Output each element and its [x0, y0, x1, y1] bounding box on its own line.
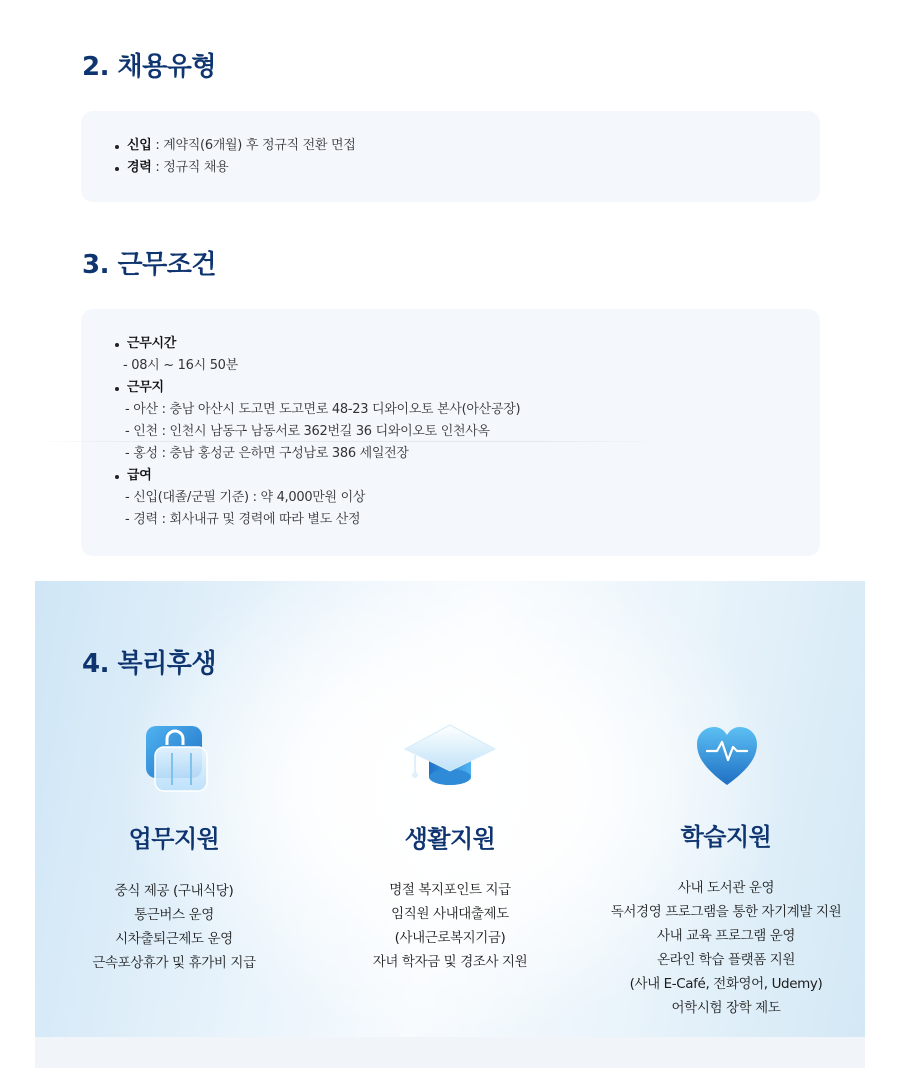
section-title-conditions: 3. 근무조건: [82, 250, 216, 280]
list-item: 중식 제공 (구내식당): [114, 883, 234, 899]
benefit-title-life: 생활지원: [404, 825, 496, 853]
list-item: - 신입(대졸/군필 기준) : 약 4,000만원 이상: [125, 490, 366, 505]
benefits-section: [35, 581, 865, 1037]
list-item: 독서경영 프로그램을 통한 자기계발 지원: [610, 904, 842, 920]
benefit-list-work: [39, 879, 309, 975]
list-item: 어학시험 장학 제도: [671, 1000, 781, 1016]
list-item: - 08시 ~ 16시 50분: [123, 358, 238, 373]
list-item: 명절 복지포인트 지급: [389, 882, 511, 898]
briefcase-icon: [141, 723, 209, 799]
list-item: [81, 377, 820, 399]
benefit-list-learning: [591, 876, 861, 1020]
benefit-title-work: 업무지원: [128, 825, 220, 853]
faint-divider: [35, 441, 665, 442]
conditions-card: [81, 309, 820, 556]
benefit-title-learning: 학습지원: [680, 823, 772, 851]
item-text: : 계약직(6개월) 후 정규직 전환 면접: [151, 138, 356, 153]
list-item: [81, 465, 820, 487]
graduation-cap-icon: [403, 723, 497, 797]
conditions-list: [81, 333, 820, 531]
list-item: [81, 157, 820, 179]
heart-pulse-icon: [695, 725, 759, 791]
list-item: - 경력 : 회사내규 및 경력에 따라 별도 산정: [125, 512, 361, 527]
list-item: - 인천 : 인천시 남동구 남동서로 362번길 36 디와이오토 인천사옥: [125, 424, 490, 439]
list-item: [81, 135, 820, 157]
item-label: 신입: [127, 138, 152, 153]
list-item: 시차출퇴근제도 운영: [115, 931, 233, 947]
list-item: 사내 교육 프로그램 운영: [656, 928, 796, 944]
list-item: - 아산 : 충남 아산시 도고면 도고면로 48-23 디와이오토 본사(아산공장): [125, 402, 521, 417]
item-label: 경력: [127, 160, 152, 175]
list-item: 근속포상휴가 및 휴가비 지급: [92, 955, 256, 971]
list-item: 자녀 학자금 및 경조사 지원: [372, 954, 528, 970]
bottom-band: [35, 1037, 865, 1068]
section-title-benefits: 4. 복리후생: [82, 649, 216, 679]
list-item: (사내 E-Café, 전화영어, Udemy): [629, 976, 823, 992]
list-item: 온라인 학습 플랫폼 지원: [656, 952, 796, 968]
list-item: (사내근로복지기금): [394, 930, 506, 946]
section-title-hiring-type: 2. 채용유형: [82, 52, 216, 82]
hiring-type-list: [81, 135, 820, 179]
list-item: 통근버스 운영: [134, 907, 214, 923]
list-item: 사내 도서관 운영: [677, 880, 775, 896]
list-item: 임직원 사내대출제도: [391, 906, 509, 922]
list-item: - 홍성 : 충남 홍성군 은하면 구성남로 386 세일전장: [125, 446, 409, 461]
hours-label: 근무시간: [127, 336, 177, 351]
salary-label: 급여: [127, 468, 152, 483]
list-item: [81, 333, 820, 355]
location-label: 근무지: [127, 380, 164, 395]
item-text: : 정규직 채용: [151, 160, 229, 175]
benefit-list-life: [315, 878, 585, 974]
hiring-type-card: [81, 111, 820, 202]
